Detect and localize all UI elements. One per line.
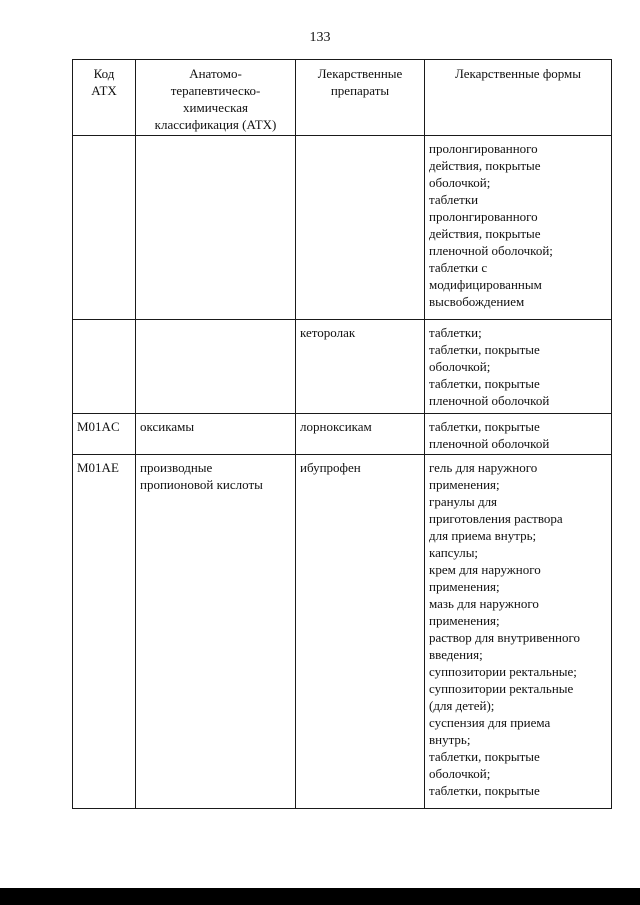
header-text: АТХ	[91, 83, 117, 98]
form-line: действия, покрытые	[429, 226, 541, 241]
header-classification	[136, 60, 296, 136]
form-line: суспензия для приема	[429, 715, 551, 730]
header-drugs	[296, 60, 425, 136]
form-line: суппозитории ректальные	[429, 681, 574, 696]
form-line: гель для наружного	[429, 460, 538, 475]
form-line: высвобождением	[429, 294, 525, 309]
header-text: классификация (АТХ)	[154, 117, 277, 132]
form-line: пролонгированного	[429, 141, 538, 156]
form-line: гранулы для	[429, 494, 498, 509]
cell-classification	[136, 414, 296, 455]
table-row	[73, 136, 612, 320]
form-line: для приема внутрь;	[429, 528, 537, 543]
page-number: 133	[309, 30, 331, 45]
cell-code: M01AC	[73, 414, 136, 455]
form-line: суппозитории ректальные;	[429, 664, 577, 679]
form-line: таблетки с	[429, 260, 488, 275]
cell-drug	[296, 136, 425, 320]
classification-line: оксикамы	[140, 419, 195, 434]
header-text: Лекарственные формы	[454, 66, 582, 81]
header-text: препараты	[330, 83, 390, 98]
form-line: таблетки, покрытые	[429, 749, 540, 764]
form-line: крем для наружного	[429, 562, 541, 577]
form-line: капсулы;	[429, 545, 479, 560]
form-line: модифицированным	[429, 277, 542, 292]
form-line: действия, покрытые	[429, 158, 541, 173]
form-line: оболочкой;	[429, 175, 491, 190]
header-text: Анатомо-	[189, 66, 242, 81]
cell-classification	[136, 455, 296, 809]
cell-drug: лорноксикам	[296, 414, 425, 455]
cell-forms	[425, 455, 612, 809]
cell-forms	[425, 320, 612, 414]
form-line: введения;	[429, 647, 483, 662]
form-line: таблетки, покрытые	[429, 419, 540, 434]
form-line: оболочкой;	[429, 359, 491, 374]
form-line: оболочкой;	[429, 766, 491, 781]
header-forms	[425, 60, 612, 136]
table-row	[73, 414, 612, 455]
form-line: раствор для внутривенного	[429, 630, 580, 645]
form-line: (для детей);	[429, 698, 495, 713]
header-code	[73, 60, 136, 136]
form-line: применения;	[429, 613, 500, 628]
cell-classification	[136, 136, 296, 320]
cell-code	[73, 320, 136, 414]
classification-line: пропионовой кислоты	[140, 477, 263, 492]
header-text: Лекарственные	[317, 66, 403, 81]
atx-drug-table	[72, 59, 612, 809]
form-line: приготовления раствора	[429, 511, 563, 526]
form-line: пленочной оболочкой	[429, 436, 550, 451]
cell-forms	[425, 414, 612, 455]
form-line: пленочной оболочкой;	[429, 243, 553, 258]
table-header-row	[73, 60, 612, 136]
cell-classification	[136, 320, 296, 414]
form-line: внутрь;	[429, 732, 471, 747]
form-line: применения;	[429, 477, 500, 492]
form-line: применения;	[429, 579, 500, 594]
form-line: пролонгированного	[429, 209, 538, 224]
cell-drug: кеторолак	[296, 320, 425, 414]
form-line: таблетки, покрытые	[429, 783, 540, 798]
header-text: Код	[93, 66, 115, 81]
cell-drug: ибупрофен	[296, 455, 425, 809]
form-line: пленочной оболочкой	[429, 393, 550, 408]
classification-line: производные	[140, 460, 213, 475]
table-row	[73, 455, 612, 809]
cell-forms	[425, 136, 612, 320]
header-text: терапевтическо-	[170, 83, 261, 98]
form-line: мазь для наружного	[429, 596, 539, 611]
form-line: таблетки, покрытые	[429, 342, 540, 357]
form-line: таблетки;	[429, 325, 482, 340]
table-row	[73, 320, 612, 414]
form-line: таблетки, покрытые	[429, 376, 540, 391]
cell-code	[73, 136, 136, 320]
scan-bottom-edge	[0, 888, 640, 905]
cell-code: M01AE	[73, 455, 136, 809]
header-text: химическая	[183, 100, 248, 115]
form-line: таблетки	[429, 192, 479, 207]
